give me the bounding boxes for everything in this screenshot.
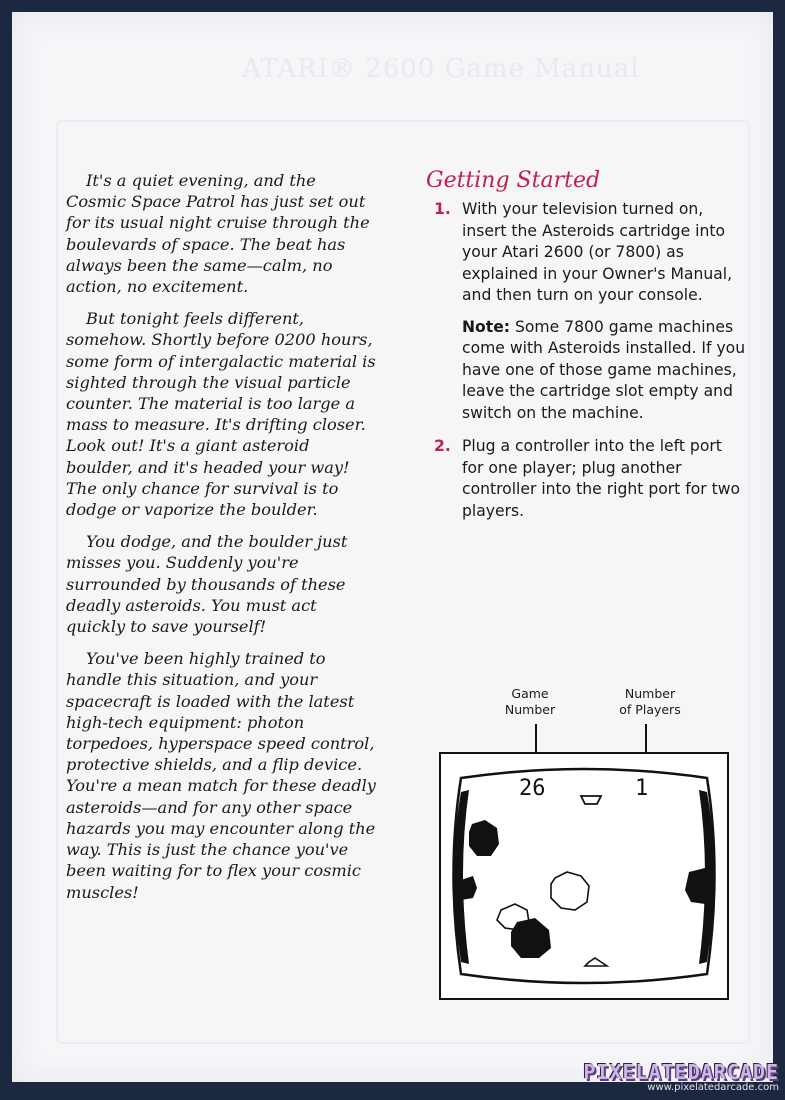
story-paragraph: You've been highly trained to handle this situation, and your spacecraft is loaded with the latest high-tech equipment: photon torpedoes, hyperspace speed control, protective shields, and a flip device. You're a mean match for these deadly asteroids—and for any other space hazards you may encounter along the way. This is just the chance you've been waiting for to flex your cosmic muscles! xyxy=(66,649,376,902)
players-number-display: 1 xyxy=(635,776,649,801)
callout-number-of-players xyxy=(608,686,692,718)
callout-line: Number xyxy=(624,686,676,701)
step-text: Plug a controller into the left port for one player; plug another controller into the right port for two players. xyxy=(462,437,741,520)
bleed-through-title: ATARI® 2600 Game Manual xyxy=(242,54,640,84)
callout-line: Game xyxy=(511,686,549,701)
story-paragraph: It's a quiet evening, and the Cosmic Space Patrol has just set out for its usual night cruise through the boulevards of space. The beat has always been the same—calm, no action, no excitement. xyxy=(66,171,370,297)
watermark-url: www.pixelatedarcade.com xyxy=(647,1082,779,1093)
game-screen-diagram xyxy=(439,752,729,1000)
callout-game-number xyxy=(498,686,562,718)
callout-line: Number xyxy=(504,702,556,717)
note-label: Note: xyxy=(462,317,511,336)
step-text: With your television turned on, insert the Asteroids cartridge into your Atari 2600 (or 7800) as explained in your Owner's Manual, and then turn on your console. xyxy=(462,200,733,304)
step-1 xyxy=(426,199,746,307)
step-number: 1. xyxy=(434,200,451,218)
story-paragraph: But tonight feels different, somehow. Shortly before 0200 hours, some form of intergalactic material is sighted through the visual particle counter. The material is too large a mass to measure. It's drifting closer. Look out! It's a giant asteroid boulder, and it's headed your way! The only chance for survival is to dodge or vaporize the boulder. xyxy=(66,309,376,520)
step-2 xyxy=(426,436,746,522)
watermark xyxy=(583,1060,779,1093)
note-text: Some 7800 game machines come with Asteroids installed. If you have one of those game machines, leave the cartridge slot empty and switch on the machine. xyxy=(462,317,746,422)
story-paragraph: You dodge, and the boulder just misses you. Suddenly you're surrounded by thousands of these deadly asteroids. You must act quickly to save yourself! xyxy=(66,532,348,637)
watermark-title: PIXELATEDARCADE xyxy=(583,1060,779,1084)
getting-started-column xyxy=(426,168,746,532)
step-number: 2. xyxy=(434,437,451,455)
section-heading: Getting Started xyxy=(426,168,601,193)
game-number-display: 26 xyxy=(519,776,546,801)
note xyxy=(426,317,746,425)
story-column xyxy=(66,170,376,914)
callout-line: of Players xyxy=(619,702,681,717)
